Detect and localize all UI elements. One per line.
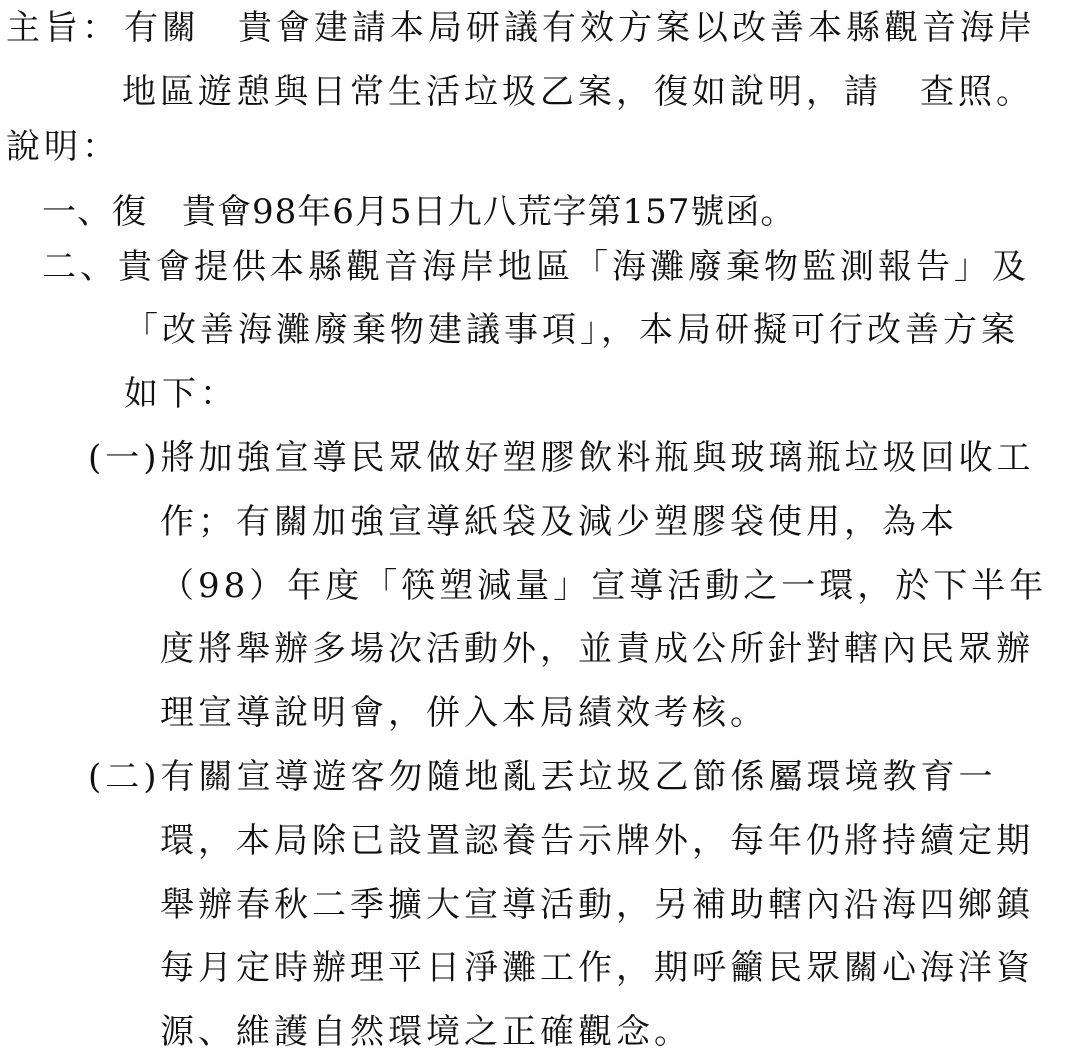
subitem-1-line-2: 作；有關加強宣導紙袋及減少塑膠袋使用，為本 bbox=[160, 502, 958, 542]
subitem-1-line-3: （98）年度「筷塑減量」宣導活動之一環，於下半年 bbox=[160, 566, 1048, 606]
description-item-2-line-2: 「改善海灘廢棄物建議事項」，本局研擬可行改善方案 bbox=[124, 310, 1019, 350]
subitem-2-line-1: (二)有關宣導遊客勿隨地亂丟垃圾乙節係屬環境教育一 bbox=[88, 757, 997, 797]
subitem-1-line-4: 度將舉辦多場次活動外，並責成公所針對轄內民眾辦 bbox=[160, 629, 1034, 669]
subject-label: 主旨： bbox=[6, 8, 120, 48]
subitem-2-line-2: 環，本局除已設置認養告示牌外，每年仍將持續定期 bbox=[160, 821, 1034, 861]
subject-text-line-1: 有關 貴會建請本局研議有效方案以改善本縣觀音海岸 bbox=[124, 8, 1036, 48]
subitem-2-line-5: 源、維護自然環境之正確觀念。 bbox=[160, 1012, 692, 1052]
description-label: 說明： bbox=[6, 127, 120, 167]
subject-text-line-2: 地區遊憩與日常生活垃圾乙案，復如說明，請 查照。 bbox=[122, 72, 1034, 112]
subitem-2-line-4: 每月定時辦理平日淨灘工作，期呼籲民眾關心海洋資 bbox=[160, 948, 1034, 988]
description-item-2-line-3: 如下： bbox=[124, 374, 238, 414]
description-item-1: 一、復 貴會98年6月5日九八荒字第157號函。 bbox=[42, 192, 796, 232]
subitem-1-line-1: (一)將加強宣導民眾做好塑膠飲料瓶與玻璃瓶垃圾回收工 bbox=[88, 438, 1035, 478]
description-item-2-line-1: 二、貴會提供本縣觀音海岸地區「海灘廢棄物監測報告」及 bbox=[42, 247, 1030, 287]
subitem-2-line-3: 舉辦春秋二季擴大宣導活動，另補助轄內沿海四鄉鎮 bbox=[160, 885, 1034, 925]
subitem-1-line-5: 理宣導說明會，併入本局績效考核。 bbox=[160, 693, 768, 733]
